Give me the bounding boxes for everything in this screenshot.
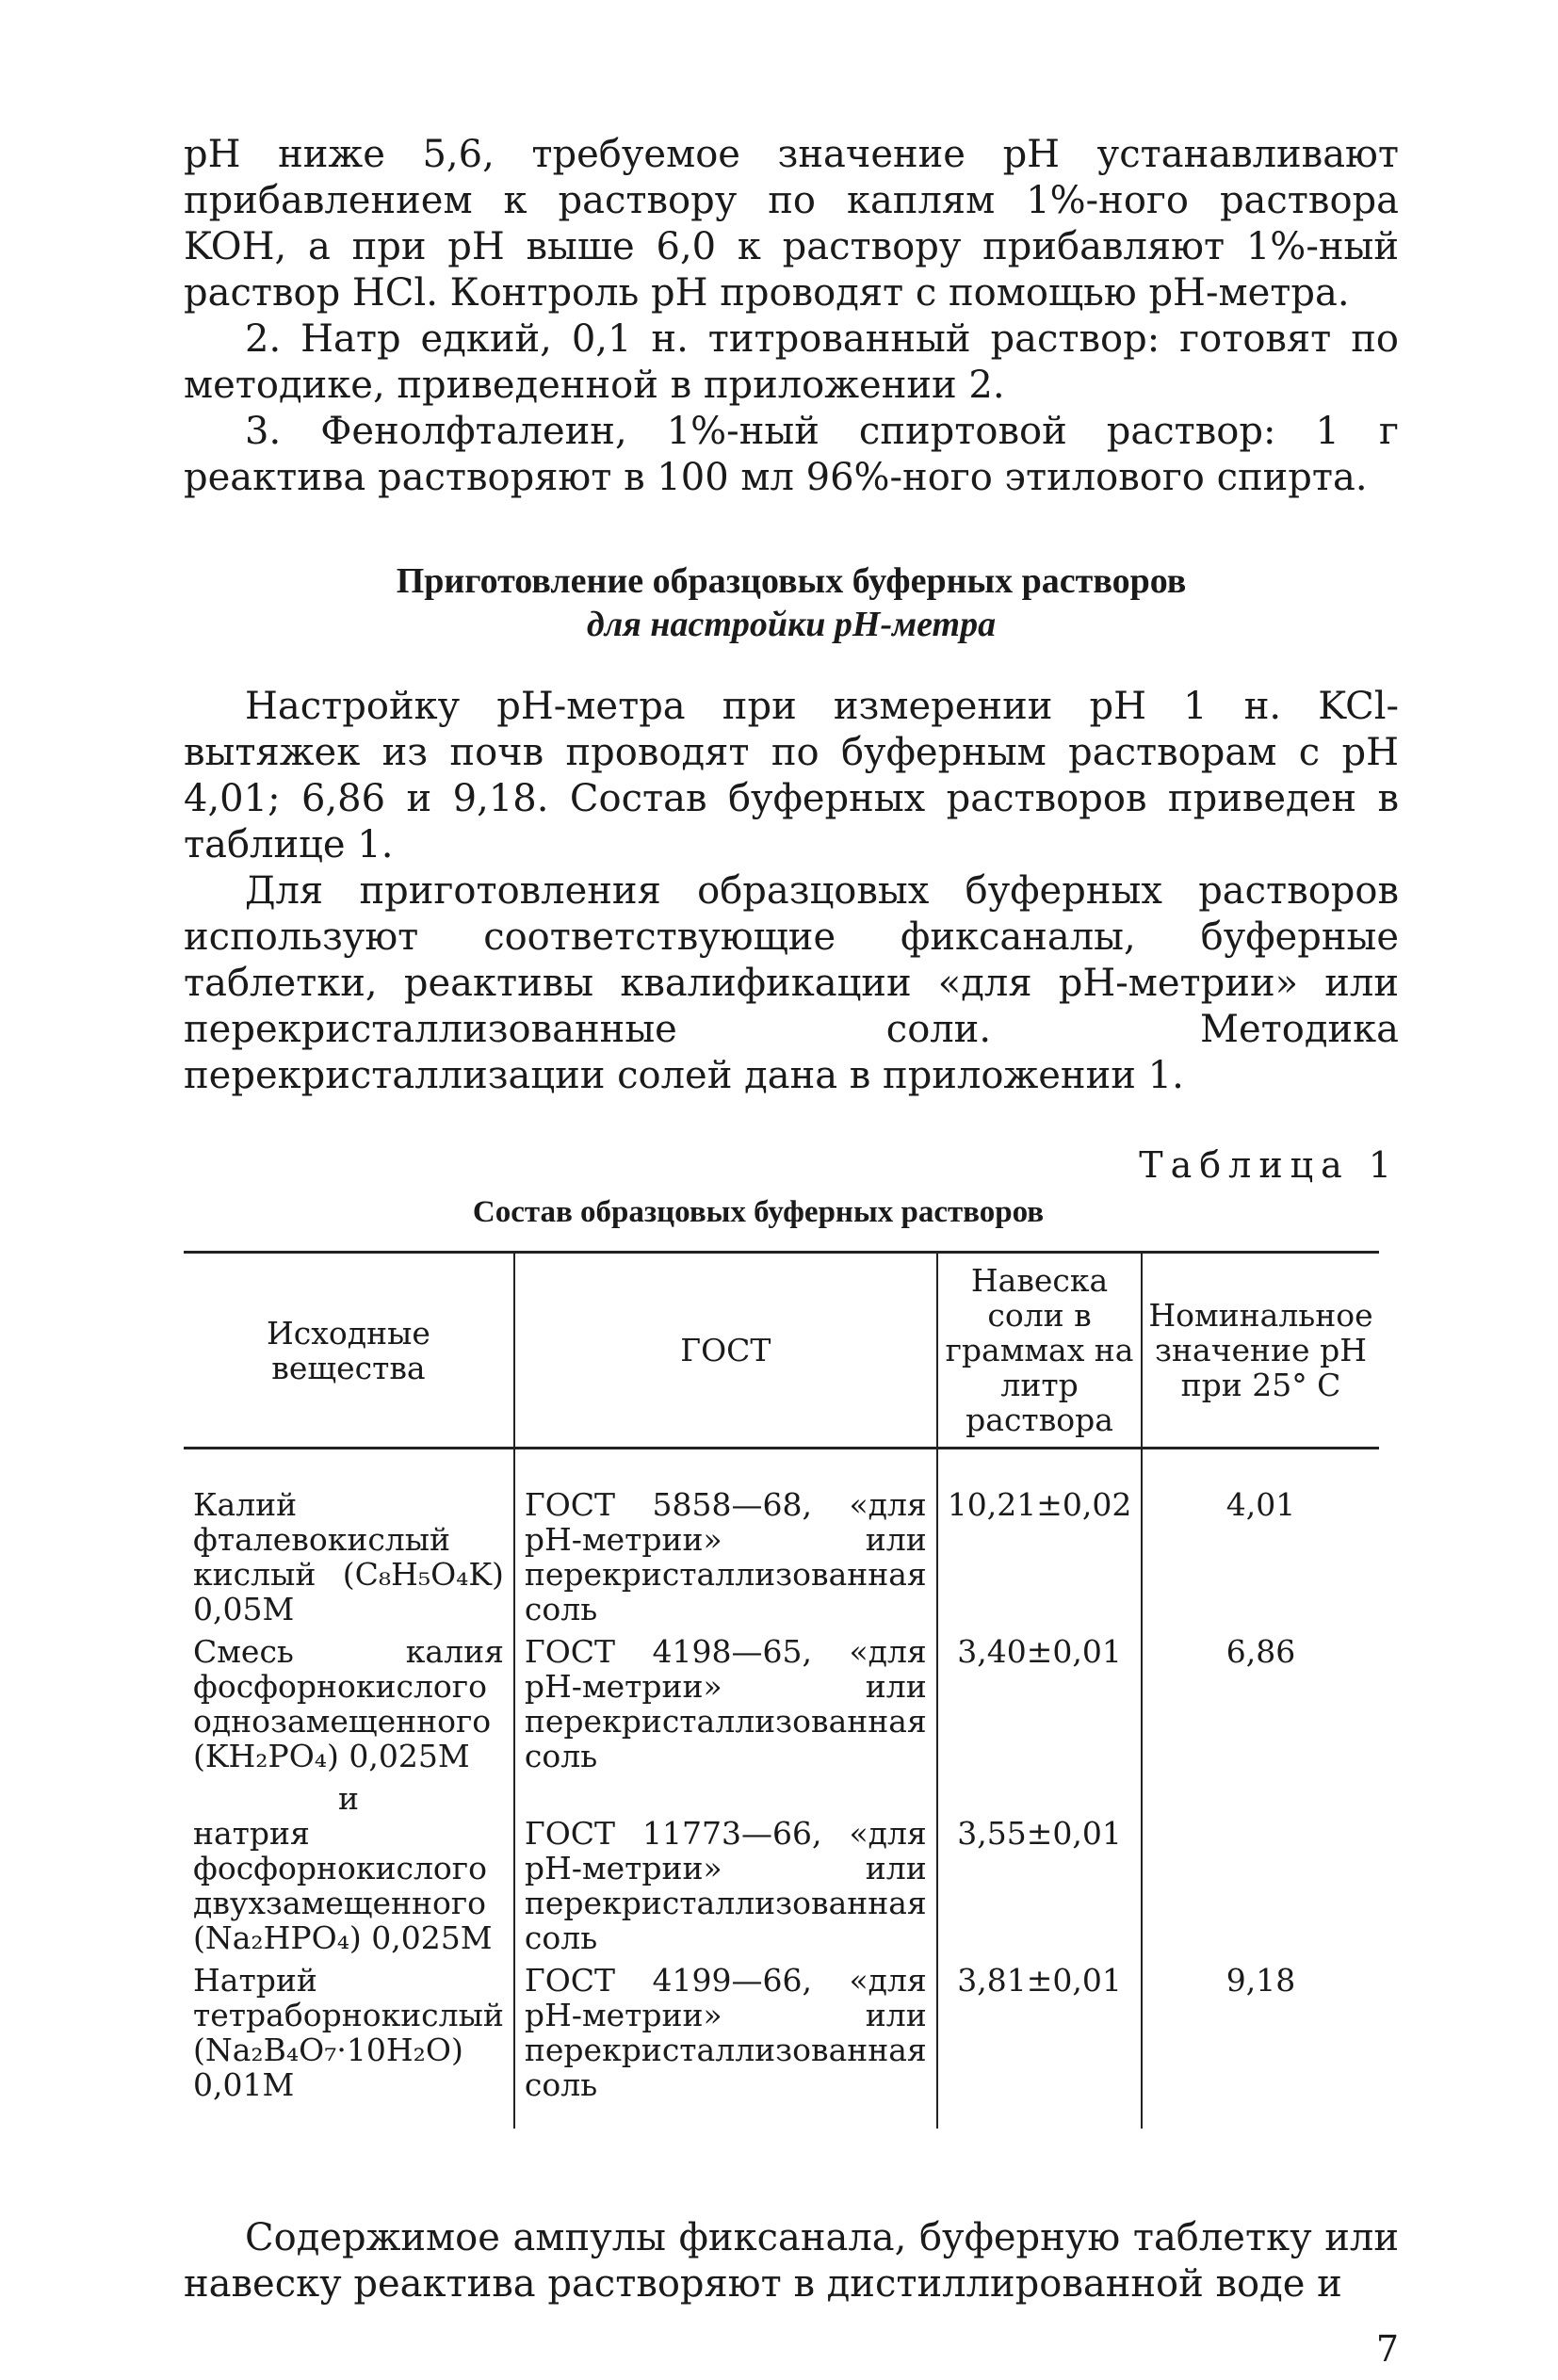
header-gost: ГОСТ [514,1253,937,1449]
paragraph-reagents: Для приготовления образцовых буферных растворов используют соответствующие фиксаналы, буферные таблетки, реактивы квалификации «для pH-метрии» или перекристаллизованные соли. Методика перекристаллизации солей дана в приложении 1. [184,869,1399,1097]
cell-spacer [525,1781,927,1816]
reagents-section [184,132,1399,501]
cell-ph: 6,86 [1142,1630,1378,1777]
cell-substance-text: натрия фосфорнокислого двухзамещенного (Na₂HPO₄) 0,025M [193,1815,493,1956]
cell-gost-text: ГОСТ 11773—66, «для pH-метрии» или перекристаллизованная соль [524,1815,927,1956]
cell-ph: 9,18 [1142,1959,1378,2129]
cell-gost [514,1777,937,1959]
cell-mass-text: 3,55±0,01 [957,1815,1122,1852]
section-heading-line1: Приготовление образцовых буферных растворов [396,561,1187,601]
cell-mass: 3,40±0,01 [937,1630,1143,1777]
table-title: Состав образцовых буферных растворов [472,1195,1045,1229]
document-page [184,132,1399,2370]
paragraph-phenolphthalein: 3. Фенолфталеин, 1%-ный спиртовой раствор: 1 г реактива растворяют в 100 мл 96%-ного этилового спирта. [184,410,1399,499]
table-row [184,1959,1379,2129]
buffer-composition-table [184,1251,1379,2129]
table-label: Таблица 1 [1139,1144,1399,1186]
table-row [184,1630,1379,1777]
cell-substance: Натрий тетраборнокислый (Na₂B₄O₇·10H₂O) 0,01M [193,1962,504,2103]
paragraph-dissolution: Содержимое ампулы фиксанала, буферную таблетку или навеску реактива растворяют в дистиллированной воде и [184,2216,1399,2306]
table-header-row [184,1253,1379,1449]
cell-mass: 10,21±0,02 [937,1449,1143,1631]
cell-conjunction: и [337,1780,359,1817]
cell-substance: Смесь калия фосфорнокислого однозамещенного (KH₂PO₄) 0,025M [193,1633,504,1774]
page-number: 7 [1375,2328,1399,2370]
cell-gost: ГОСТ 4198—65, «для pH-метрии» или перекристаллизованная соль [514,1630,937,1777]
section-heading [184,559,1399,646]
cell-mass [937,1777,1143,1959]
cell-spacer [948,1781,1132,1816]
section-heading-line2: для настройки pH-метра [586,605,997,644]
paragraph-calibration: Настройку pH-метра при измерении pH 1 н. KCl-вытяжек из почв проводят по буферным растворам с pH 4,01; 6,86 и 9,18. Состав буферных растворов приведен в таблице 1. [184,685,1399,866]
cell-substance: Калий фталевокислый кислый (C₈H₅O₄K) 0,05M [193,1486,504,1627]
cell-mass: 3,81±0,01 [937,1959,1143,2129]
table-row [184,1449,1379,1631]
header-substances: Исходные вещества [184,1253,514,1449]
cell-ph [1142,1777,1378,1959]
paragraph-sodium-hydroxide: 2. Натр едкий, 0,1 н. титрованный раствор: готовят по методике, приведенной в приложении 2. [184,317,1399,407]
table-row [184,1777,1379,1959]
cell-gost: ГОСТ 4199—66, «для pH-метрии» или перекристаллизованная соль [514,1959,937,2129]
header-ph: Номинальное значение pH при 25° С [1142,1253,1378,1449]
cell-gost: ГОСТ 5858—68, «для pH-метрии» или перекристаллизованная соль [514,1449,937,1631]
paragraph-ph-adjustment: pH ниже 5,6, требуемое значение pH устанавливают прибавлением к раствору по каплям 1%-ного раствора KOH, а при pH выше 6,0 к раствору прибавляют 1%-ный раствор HCl. Контроль pH проводят с помощью pH-метра. [184,133,1399,315]
cell-ph: 4,01 [1142,1449,1378,1631]
cell-substance [184,1777,514,1959]
header-mass: Навеска соли в граммах на литр раствора [937,1253,1143,1449]
